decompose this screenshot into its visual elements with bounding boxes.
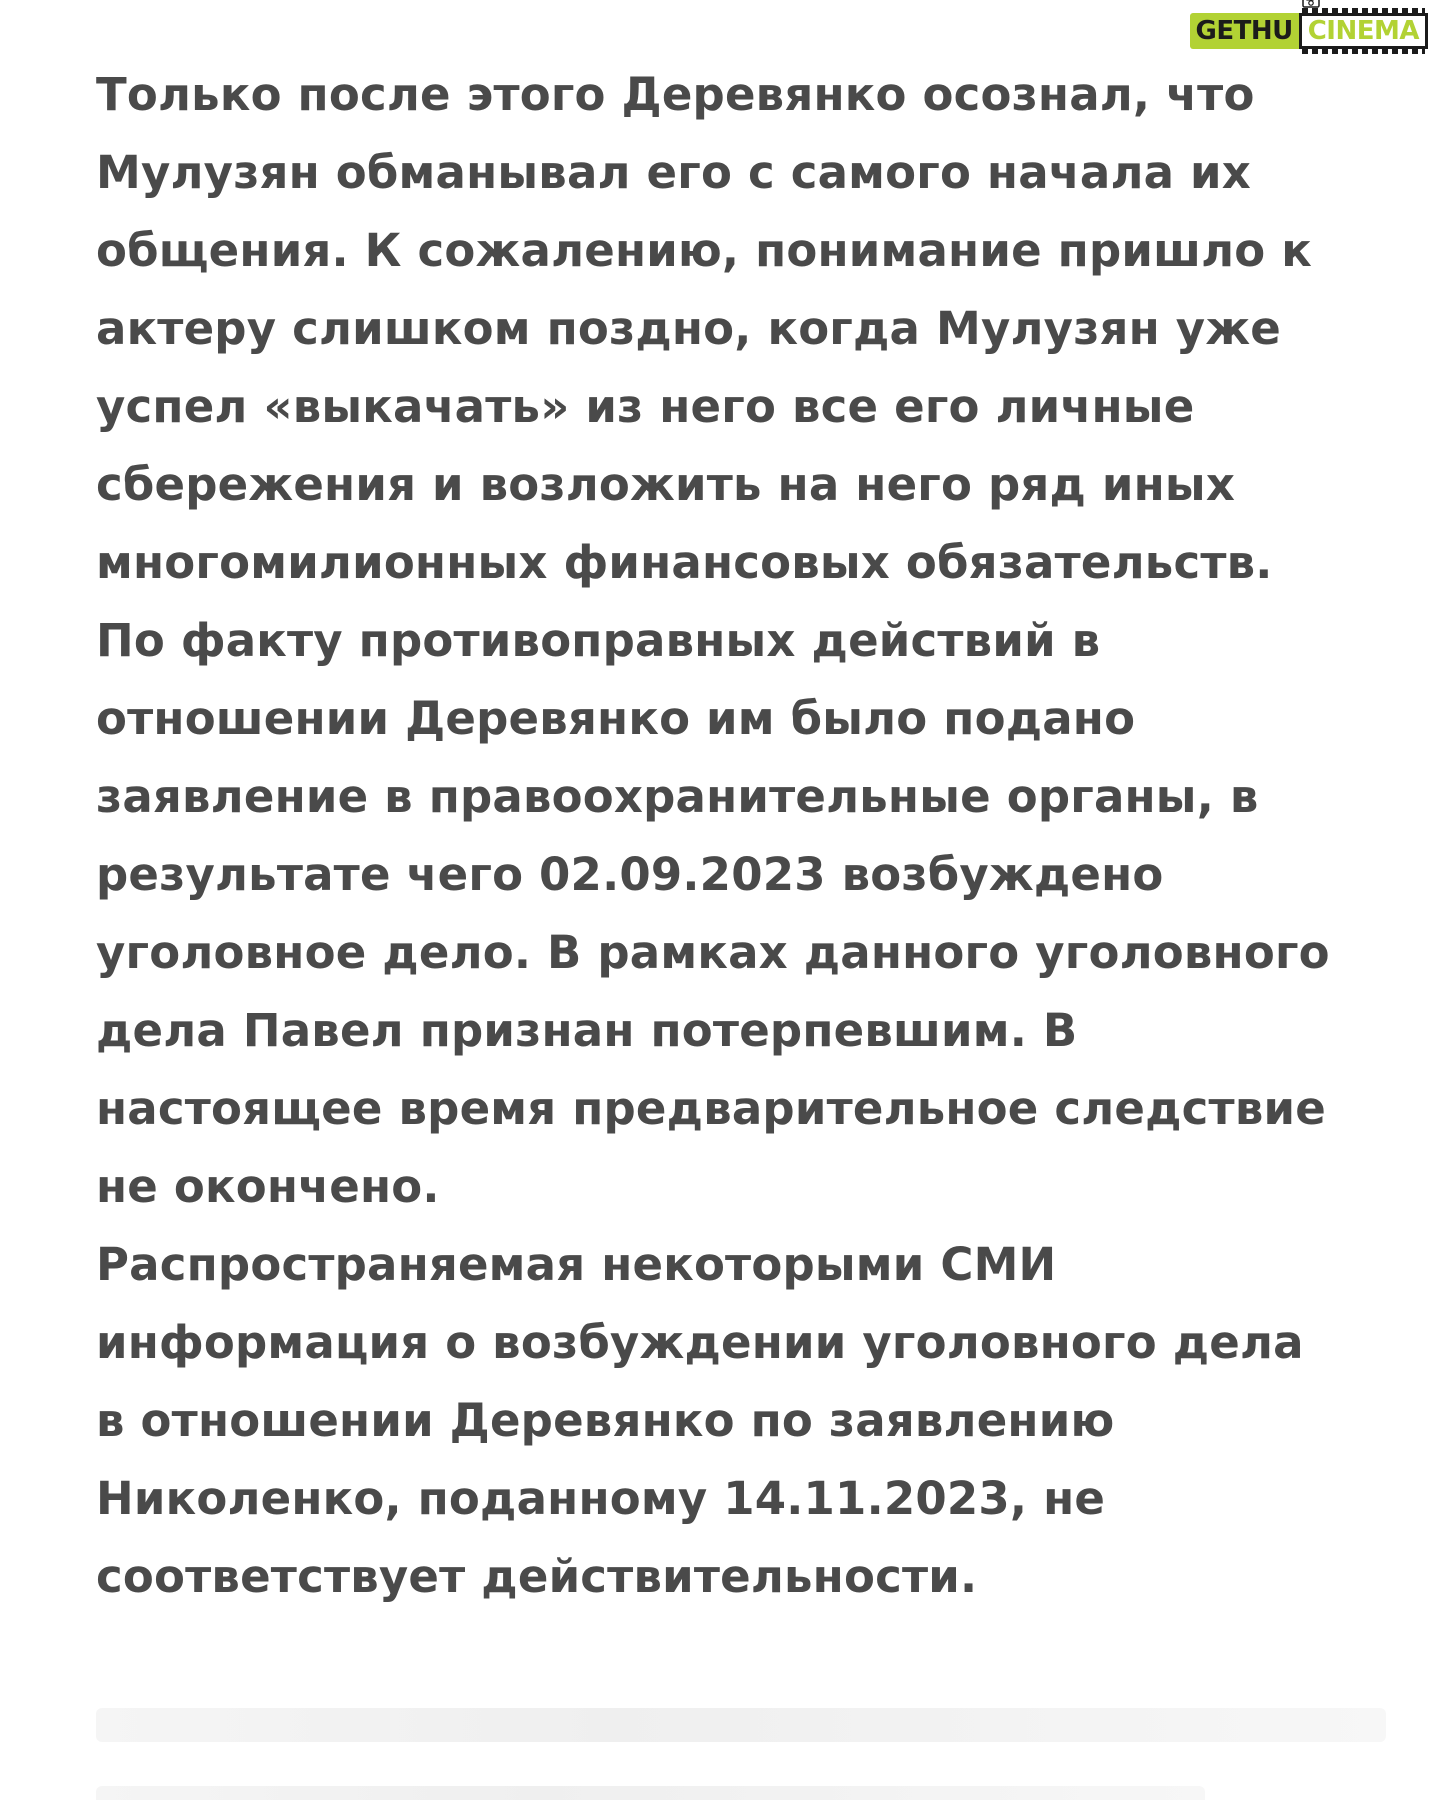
text-line: не окончено. xyxy=(96,1160,440,1213)
text-line: соответствует действительности. xyxy=(96,1550,978,1603)
text-line: многомилионных финансовых обязательств. xyxy=(96,536,1273,589)
watermark-logo-part1: GETHU xyxy=(1190,13,1299,49)
watermark-logo-part2: CINEMA xyxy=(1299,13,1428,49)
text-line: сбережения и возложить на него ряд иных xyxy=(96,458,1236,511)
text-line: По факту противоправных действий в xyxy=(96,614,1101,667)
text-line: общения. К сожалению, понимание пришло к xyxy=(96,224,1312,277)
text-line: Мулузян обманывал его с самого начала их xyxy=(96,146,1251,199)
text-line: дела Павел признан потерпевшим. В xyxy=(96,1004,1078,1057)
watermark-logo xyxy=(1190,8,1429,54)
text-line: Только после этого Деревянко осознал, что xyxy=(96,68,1255,121)
camera-icon xyxy=(1302,0,1320,8)
text-line: в отношении Деревянко по заявлению xyxy=(96,1394,1115,1447)
text-line: заявление в правоохранительные органы, в xyxy=(96,770,1259,823)
faded-text-placeholder xyxy=(96,1690,1386,1800)
faded-text-line xyxy=(96,1786,1205,1800)
text-line: успел «выкачать» из него все его личные xyxy=(96,380,1195,433)
text-line: информация о возбуждении уголовного дела xyxy=(96,1316,1304,1369)
article-body xyxy=(96,56,1386,1616)
text-line: актеру слишком поздно, когда Мулузян уже xyxy=(96,302,1282,355)
text-line: уголовное дело. В рамках данного уголовного xyxy=(96,926,1330,979)
text-line: настоящее время предварительное следствие xyxy=(96,1082,1326,1135)
faded-text-line xyxy=(96,1708,1386,1742)
text-line: Распространяемая некоторыми СМИ xyxy=(96,1238,1057,1291)
text-line: результате чего 02.09.2023 возбуждено xyxy=(96,848,1164,901)
text-line: отношении Деревянко им было подано xyxy=(96,692,1136,745)
text-line: Николенко, поданному 14.11.2023, не xyxy=(96,1472,1106,1525)
